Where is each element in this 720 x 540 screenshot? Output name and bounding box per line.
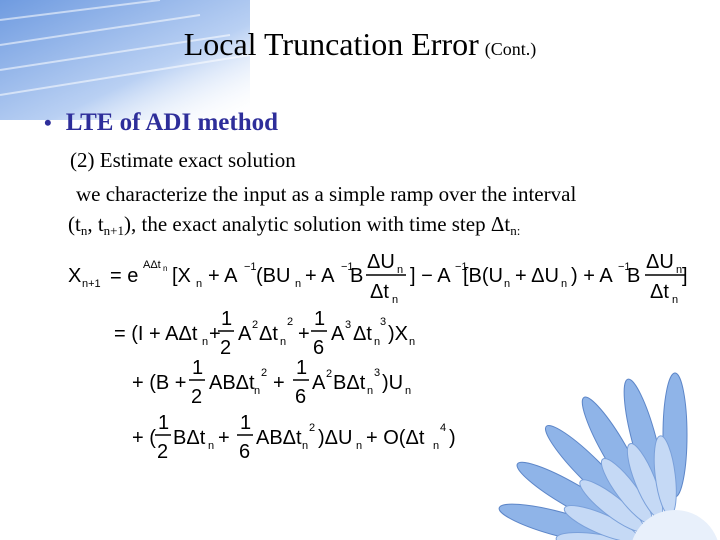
svg-text:ΔU: ΔU xyxy=(367,251,395,273)
svg-text:n: n xyxy=(433,440,440,452)
svg-text:ABΔt: ABΔt xyxy=(256,427,302,449)
svg-text:[B(U: [B(U xyxy=(463,265,503,287)
svg-text:1: 1 xyxy=(296,357,308,379)
svg-text:)U: )U xyxy=(382,372,404,394)
svg-text:[X: [X xyxy=(172,265,191,287)
bullet-text: LTE of ADI method xyxy=(65,109,279,136)
svg-text:−1: −1 xyxy=(341,261,354,273)
svg-text:(BU: (BU xyxy=(256,265,291,287)
svg-text:A: A xyxy=(331,323,345,345)
svg-text:n: n xyxy=(561,278,568,290)
svg-text:n: n xyxy=(405,385,412,397)
svg-text:1: 1 xyxy=(314,308,326,330)
svg-text:n: n xyxy=(397,264,404,276)
svg-text:)ΔU: )ΔU xyxy=(318,427,353,449)
svg-text:n: n xyxy=(367,385,374,397)
svg-text:): ) xyxy=(449,427,456,449)
svg-text:AΔt: AΔt xyxy=(143,259,161,271)
svg-text:3: 3 xyxy=(345,319,352,331)
svg-text:n: n xyxy=(254,385,261,397)
svg-text:Δt: Δt xyxy=(650,281,669,303)
svg-text:n: n xyxy=(302,440,309,452)
svg-text:n: n xyxy=(672,294,679,306)
svg-text:n: n xyxy=(676,264,683,276)
svg-text:n: n xyxy=(409,336,416,348)
svg-text:+ (: + ( xyxy=(132,427,156,449)
title-main: Local Truncation Error xyxy=(183,26,479,62)
svg-text:+ A: + A xyxy=(305,265,335,287)
svg-text:n: n xyxy=(202,336,209,348)
svg-text:] − A: ] − A xyxy=(410,265,451,287)
svg-text:+ O(Δt: + O(Δt xyxy=(366,427,425,449)
svg-text:6: 6 xyxy=(313,337,325,359)
svg-text:n: n xyxy=(295,278,302,290)
svg-text:A: A xyxy=(238,323,252,345)
svg-text:−1: −1 xyxy=(455,261,468,273)
svg-text:A: A xyxy=(312,372,326,394)
svg-text:+: + xyxy=(273,372,285,394)
svg-text:1: 1 xyxy=(158,412,170,434)
svg-text:n+1: n+1 xyxy=(82,278,101,290)
svg-text:ABΔt: ABΔt xyxy=(209,372,255,394)
svg-text:+ A: + A xyxy=(208,265,238,287)
svg-text:n: n xyxy=(280,336,287,348)
svg-text:n: n xyxy=(163,264,168,273)
svg-text:n: n xyxy=(196,278,203,290)
svg-text:2: 2 xyxy=(220,337,232,359)
svg-text:X: X xyxy=(68,265,82,287)
svg-text:−1: −1 xyxy=(618,261,631,273)
svg-text:Δt: Δt xyxy=(370,281,389,303)
svg-text:n: n xyxy=(356,440,363,452)
svg-text:2: 2 xyxy=(261,367,268,379)
svg-text:3: 3 xyxy=(380,316,387,328)
svg-text:4: 4 xyxy=(440,422,447,434)
svg-text:Δt: Δt xyxy=(353,323,372,345)
svg-text:+ ΔU: + ΔU xyxy=(515,265,559,287)
svg-text:+: + xyxy=(209,323,221,345)
svg-text:n: n xyxy=(504,278,511,290)
svg-text:BΔt: BΔt xyxy=(333,372,366,394)
svg-text:2: 2 xyxy=(157,441,169,463)
svg-text:Δt: Δt xyxy=(259,323,278,345)
svg-text:2: 2 xyxy=(309,422,316,434)
bullet-icon: • xyxy=(44,110,52,135)
svg-text:BΔt: BΔt xyxy=(173,427,206,449)
svg-text:= e: = e xyxy=(110,265,139,287)
svg-text:B: B xyxy=(627,265,641,287)
description-line-2: ($t_n$, $t_{n+1}$), the exact analytic solution with time step $\Delta t_{n:}$ xyxy=(68,212,521,238)
step-label: (2) Estimate exact solution xyxy=(70,148,296,172)
svg-text:= (I + AΔt: = (I + AΔt xyxy=(114,323,198,345)
svg-text:]: ] xyxy=(682,265,688,287)
svg-text:2: 2 xyxy=(326,368,333,380)
svg-text:+ (B +: + (B + xyxy=(132,372,187,394)
svg-text:+: + xyxy=(298,323,310,345)
svg-text:1: 1 xyxy=(192,357,204,379)
svg-text:+: + xyxy=(218,427,230,449)
svg-text:1: 1 xyxy=(221,308,233,330)
svg-text:−1: −1 xyxy=(244,261,257,273)
svg-text:) + A: ) + A xyxy=(571,265,613,287)
title-suffix: (Cont.) xyxy=(484,39,537,59)
svg-text:6: 6 xyxy=(239,441,251,463)
svg-text:n: n xyxy=(374,336,381,348)
svg-text:2: 2 xyxy=(287,316,294,328)
svg-text:n: n xyxy=(208,440,215,452)
svg-text:n: n xyxy=(392,294,399,306)
svg-text:2: 2 xyxy=(252,319,259,331)
svg-text:ΔU: ΔU xyxy=(646,251,674,273)
svg-text:3: 3 xyxy=(374,367,381,379)
description-line-1: we characterize the input as a simple ramp over the interval xyxy=(76,182,577,206)
svg-text:6: 6 xyxy=(295,386,307,408)
svg-text:2: 2 xyxy=(191,386,203,408)
svg-text:B: B xyxy=(350,265,364,287)
svg-text:)X: )X xyxy=(388,323,408,345)
svg-text:1: 1 xyxy=(240,412,252,434)
